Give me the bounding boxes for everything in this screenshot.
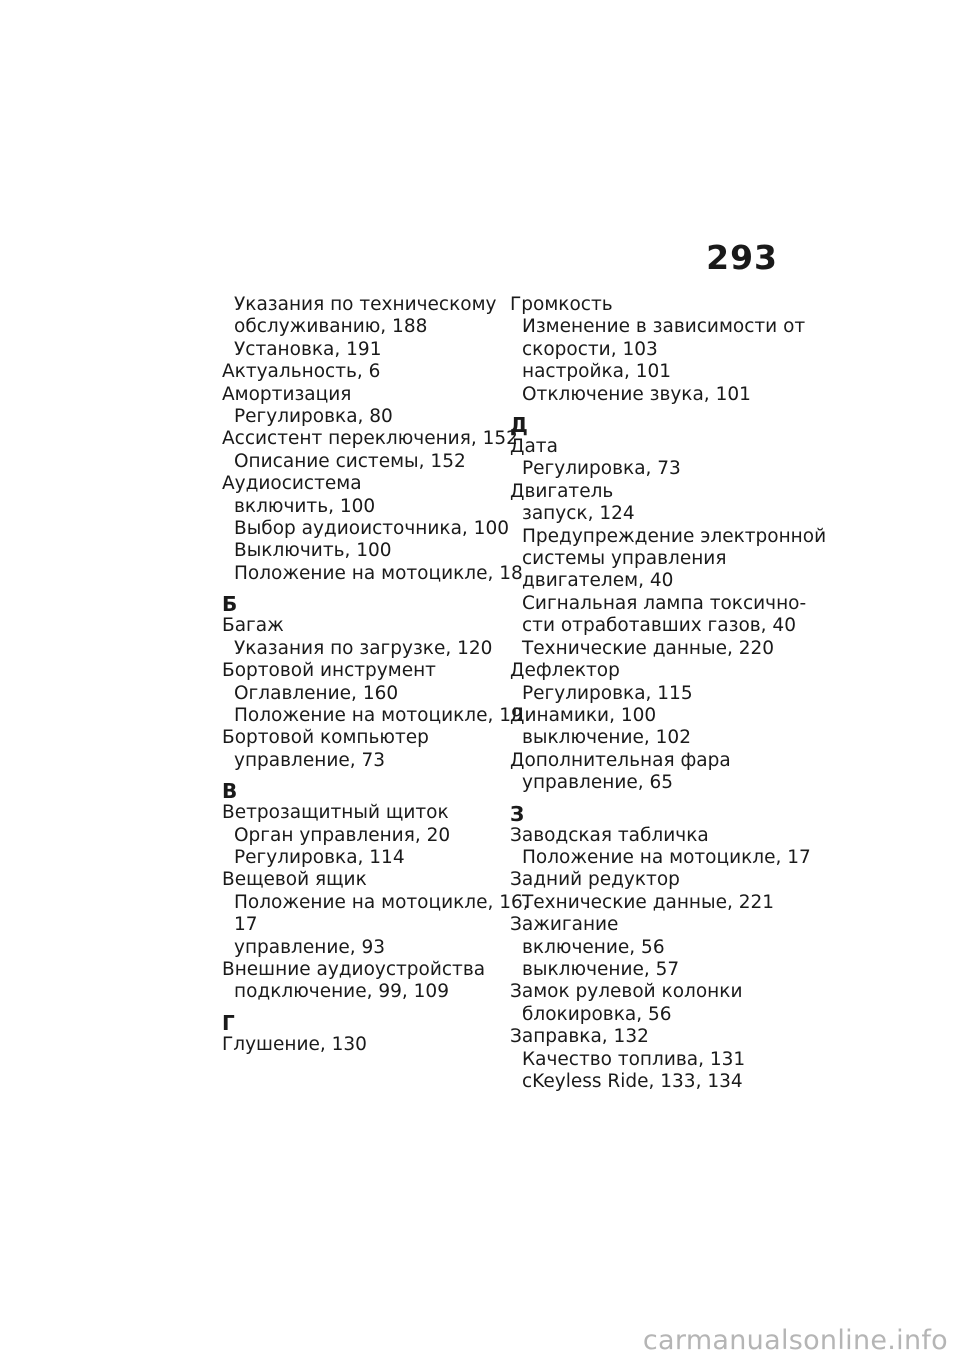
watermark[interactable]: carmanualsonline.info [642, 1325, 948, 1356]
index-subentry: Регулировка, 73 [522, 458, 681, 480]
index-subentry: Описание системы, 152 [234, 450, 466, 472]
index-entry: Заводская табличка [510, 824, 709, 846]
index-entry: Двигатель [510, 480, 614, 502]
index-entry: Дефлектор [510, 660, 620, 682]
index-subentry: сти отработавших газов, 40 [522, 615, 796, 637]
index-entry: Вещевой ящик [222, 869, 367, 891]
index-column-right [510, 294, 827, 1093]
index-subentry: настройка, 101 [522, 361, 672, 383]
index-entry: Динамики, 100 [510, 704, 657, 726]
index-subentry: 17 [234, 914, 258, 936]
index-entry: Ветрозащитный щиток [222, 802, 449, 824]
index-subentry: обслуживанию, 188 [234, 316, 428, 338]
index-subentry: Качество топлива, 131 [522, 1048, 746, 1070]
index-entry: Аудиосистема [222, 473, 362, 495]
index-subentry: Положение на мотоцикле, 17 [522, 846, 811, 868]
index-entry: Амортизация [222, 383, 352, 405]
index-subentry: cKeyless Ride, 133, 134 [522, 1071, 743, 1092]
index-subentry: выключение, 57 [522, 958, 680, 980]
index-subentry: Оглавление, 160 [234, 682, 399, 704]
index-entry: Замок рулевой колонки [510, 981, 743, 1003]
index-subentry: Регулировка, 115 [522, 682, 693, 704]
index-subentry: Положение на мотоцикле, 18 [234, 562, 523, 584]
index-column-left [222, 294, 529, 1056]
index-subentry: выключение, 102 [522, 727, 691, 749]
index-subentry: Положение на мотоцикле, 16, [234, 891, 529, 913]
index-entry: Бортовой компьютер [222, 727, 429, 749]
index-subentry: включить, 100 [234, 495, 376, 517]
index-subentry: управление, 65 [522, 772, 674, 794]
index-subentry: Регулировка, 114 [234, 846, 405, 868]
section-letter: З [510, 801, 525, 826]
index-entry: Багаж [222, 615, 284, 637]
index-subentry: Отключение звука, 101 [522, 383, 751, 405]
index-subentry: Орган управления, 20 [234, 824, 451, 846]
index-subentry: блокировка, 56 [522, 1003, 672, 1025]
index-subentry: включение, 56 [522, 936, 665, 958]
index-entry: Ассистент переключения, 152 [222, 428, 518, 450]
index-entry: Зажигание [510, 914, 619, 936]
section-letter: Г [222, 1010, 235, 1035]
index-entry: Глушение, 130 [222, 1033, 367, 1055]
index-subentry: управление, 93 [234, 936, 386, 958]
section-letter: Б [222, 592, 238, 617]
index-subentry: скорости, 103 [522, 338, 658, 360]
index-subentry: Технические данные, 220 [522, 637, 775, 659]
index-subentry: Сигнальная лампа токсично- [522, 592, 807, 614]
index-entry: Заправка, 132 [510, 1026, 649, 1048]
index-entry: Задний редуктор [510, 869, 680, 891]
section-letter: В [222, 779, 238, 804]
index-subentry: системы управления [522, 548, 727, 570]
index-subentry: Положение на мотоцикле, 19 [234, 704, 523, 726]
index-subentry: Предупреждение электронной [522, 525, 827, 547]
index-entry: Дополнительная фара [510, 749, 731, 771]
index-subentry: Выбор аудиоисточника, 100 [234, 518, 509, 540]
index-entry: Внешние аудиоустройства [222, 958, 486, 980]
index-entry: Громкость [510, 294, 613, 315]
section-letter: Д [510, 413, 528, 438]
index-subentry: Указания по загрузке, 120 [234, 637, 493, 659]
index-entry: Бортовой инструмент [222, 660, 436, 682]
index-subentry: Указания по техническому [234, 294, 497, 315]
index-subentry: Установка, 191 [234, 338, 382, 360]
index-subentry: Технические данные, 221 [522, 891, 775, 913]
index-subentry: Изменение в зависимости от [522, 316, 806, 338]
index-subentry: Выключить, 100 [234, 540, 392, 562]
index-subentry: двигателем, 40 [522, 570, 674, 592]
index-subentry: подключение, 99, 109 [234, 981, 449, 1003]
index-subentry: управление, 73 [234, 749, 386, 771]
page-number: 293 [706, 238, 778, 277]
index-subentry: Регулировка, 80 [234, 406, 393, 428]
index-entry: Актуальность, 6 [222, 361, 381, 383]
index-entry: Дата [510, 436, 558, 458]
index-subentry: запуск, 124 [522, 503, 635, 525]
